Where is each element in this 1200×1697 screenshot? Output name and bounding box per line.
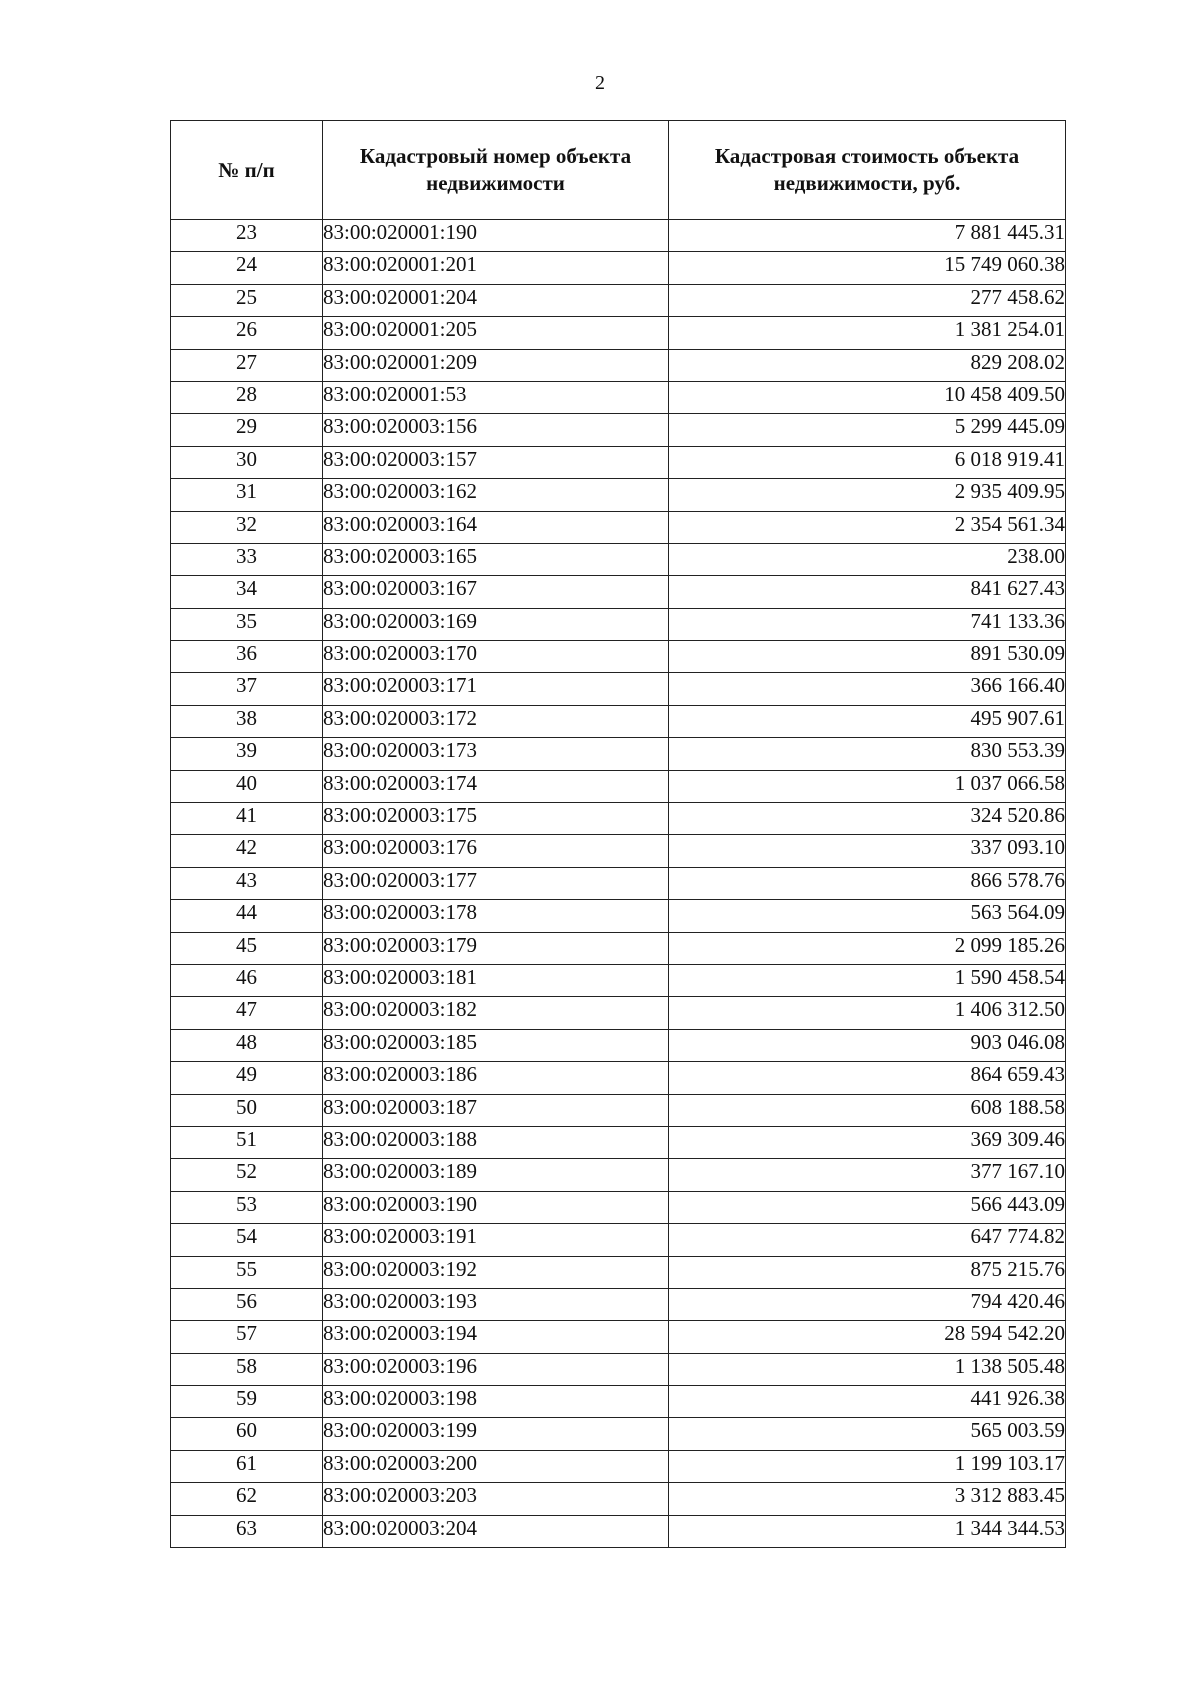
row-number-cell: 54 [171, 1224, 323, 1256]
row-number-cell: 46 [171, 964, 323, 996]
cadastral-number-cell: 83:00:020003:175 [323, 803, 669, 835]
table-row [171, 997, 1066, 1029]
row-number-cell: 62 [171, 1483, 323, 1515]
row-number-cell: 49 [171, 1062, 323, 1094]
cadastral-cost-cell: 337 093.10 [669, 835, 1066, 867]
row-number-cell: 59 [171, 1386, 323, 1418]
cadastral-cost-cell: 7 881 445.31 [669, 220, 1066, 252]
cadastral-cost-cell: 565 003.59 [669, 1418, 1066, 1450]
row-number-cell: 57 [171, 1321, 323, 1353]
table-row [171, 803, 1066, 835]
cadastral-cost-cell: 875 215.76 [669, 1256, 1066, 1288]
cadastral-number-cell: 83:00:020003:199 [323, 1418, 669, 1450]
table-row [171, 932, 1066, 964]
row-number-cell: 23 [171, 220, 323, 252]
cadastral-number-cell: 83:00:020003:203 [323, 1483, 669, 1515]
table-row [171, 867, 1066, 899]
table-row [171, 1386, 1066, 1418]
cadastral-number-cell: 83:00:020003:181 [323, 964, 669, 996]
table-row [171, 220, 1066, 252]
table-header-row [171, 121, 1066, 220]
cadastral-number-cell: 83:00:020001:204 [323, 284, 669, 316]
table-row [171, 1191, 1066, 1223]
cadastral-cost-cell: 647 774.82 [669, 1224, 1066, 1256]
cadastral-number-cell: 83:00:020003:196 [323, 1353, 669, 1385]
row-number-cell: 30 [171, 446, 323, 478]
cadastral-number-cell: 83:00:020003:191 [323, 1224, 669, 1256]
row-number-cell: 32 [171, 511, 323, 543]
cadastral-number-cell: 83:00:020003:192 [323, 1256, 669, 1288]
table-row [171, 1450, 1066, 1482]
cadastral-number-cell: 83:00:020001:209 [323, 349, 669, 381]
table-row [171, 1094, 1066, 1126]
table-row [171, 641, 1066, 673]
table-row [171, 284, 1066, 316]
cadastral-number-cell: 83:00:020003:162 [323, 479, 669, 511]
cadastral-number-cell: 83:00:020003:185 [323, 1029, 669, 1061]
cadastral-cost-cell: 324 520.86 [669, 803, 1066, 835]
cadastral-number-cell: 83:00:020001:190 [323, 220, 669, 252]
header-cadastral-cost: Кадастровая стоимость объекта недвижимости, руб. [669, 121, 1066, 220]
row-number-cell: 38 [171, 705, 323, 737]
table-row [171, 252, 1066, 284]
row-number-cell: 44 [171, 900, 323, 932]
cadastral-number-cell: 83:00:020003:187 [323, 1094, 669, 1126]
table-row [171, 608, 1066, 640]
cadastral-cost-cell: 891 530.09 [669, 641, 1066, 673]
row-number-cell: 60 [171, 1418, 323, 1450]
cadastral-cost-cell: 3 312 883.45 [669, 1483, 1066, 1515]
cadastral-cost-cell: 1 037 066.58 [669, 770, 1066, 802]
table-row [171, 1353, 1066, 1385]
table-row [171, 414, 1066, 446]
cadastral-cost-cell: 829 208.02 [669, 349, 1066, 381]
table-row [171, 964, 1066, 996]
table-row [171, 1483, 1066, 1515]
cadastral-number-cell: 83:00:020003:176 [323, 835, 669, 867]
cadastral-cost-cell: 5 299 445.09 [669, 414, 1066, 446]
table-row [171, 1256, 1066, 1288]
cadastral-number-cell: 83:00:020003:204 [323, 1515, 669, 1547]
cadastral-cost-cell: 238.00 [669, 543, 1066, 575]
row-number-cell: 50 [171, 1094, 323, 1126]
row-number-cell: 51 [171, 1126, 323, 1158]
cadastral-cost-cell: 277 458.62 [669, 284, 1066, 316]
row-number-cell: 55 [171, 1256, 323, 1288]
row-number-cell: 25 [171, 284, 323, 316]
table-row [171, 511, 1066, 543]
cadastral-number-cell: 83:00:020003:186 [323, 1062, 669, 1094]
table-row [171, 900, 1066, 932]
cadastral-number-cell: 83:00:020003:200 [323, 1450, 669, 1482]
row-number-cell: 37 [171, 673, 323, 705]
table-row [171, 1126, 1066, 1158]
cadastral-number-cell: 83:00:020003:179 [323, 932, 669, 964]
table-row [171, 479, 1066, 511]
row-number-cell: 61 [171, 1450, 323, 1482]
row-number-cell: 45 [171, 932, 323, 964]
table-row [171, 576, 1066, 608]
cadastral-cost-cell: 1 406 312.50 [669, 997, 1066, 1029]
cadastral-cost-cell: 830 553.39 [669, 738, 1066, 770]
table-row [171, 317, 1066, 349]
cadastral-value-table [170, 120, 1066, 1548]
cadastral-cost-cell: 366 166.40 [669, 673, 1066, 705]
table-row [171, 349, 1066, 381]
cadastral-number-cell: 83:00:020003:170 [323, 641, 669, 673]
row-number-cell: 27 [171, 349, 323, 381]
row-number-cell: 53 [171, 1191, 323, 1223]
cadastral-number-cell: 83:00:020003:174 [323, 770, 669, 802]
cadastral-number-cell: 83:00:020003:194 [323, 1321, 669, 1353]
cadastral-cost-cell: 1 199 103.17 [669, 1450, 1066, 1482]
row-number-cell: 31 [171, 479, 323, 511]
table-row [171, 738, 1066, 770]
cadastral-number-cell: 83:00:020003:171 [323, 673, 669, 705]
cadastral-number-cell: 83:00:020001:53 [323, 381, 669, 413]
cadastral-number-cell: 83:00:020003:198 [323, 1386, 669, 1418]
cadastral-cost-cell: 377 167.10 [669, 1159, 1066, 1191]
cadastral-number-cell: 83:00:020001:205 [323, 317, 669, 349]
cadastral-number-cell: 83:00:020003:182 [323, 997, 669, 1029]
cadastral-number-cell: 83:00:020003:178 [323, 900, 669, 932]
cadastral-cost-cell: 6 018 919.41 [669, 446, 1066, 478]
cadastral-cost-cell: 608 188.58 [669, 1094, 1066, 1126]
cadastral-cost-cell: 28 594 542.20 [669, 1321, 1066, 1353]
table-row [171, 1159, 1066, 1191]
cadastral-number-cell: 83:00:020003:167 [323, 576, 669, 608]
cadastral-number-cell: 83:00:020003:188 [323, 1126, 669, 1158]
cadastral-cost-cell: 1 590 458.54 [669, 964, 1066, 996]
cadastral-number-cell: 83:00:020003:164 [323, 511, 669, 543]
row-number-cell: 28 [171, 381, 323, 413]
cadastral-cost-cell: 1 138 505.48 [669, 1353, 1066, 1385]
table-row [171, 1062, 1066, 1094]
table-row [171, 446, 1066, 478]
cadastral-number-cell: 83:00:020003:165 [323, 543, 669, 575]
cadastral-cost-cell: 841 627.43 [669, 576, 1066, 608]
table-row [171, 835, 1066, 867]
cadastral-number-cell: 83:00:020003:189 [323, 1159, 669, 1191]
cadastral-number-cell: 83:00:020003:157 [323, 446, 669, 478]
cadastral-cost-cell: 563 564.09 [669, 900, 1066, 932]
cadastral-cost-cell: 741 133.36 [669, 608, 1066, 640]
cadastral-cost-cell: 369 309.46 [669, 1126, 1066, 1158]
table-row [171, 1418, 1066, 1450]
row-number-cell: 58 [171, 1353, 323, 1385]
page-number: 2 [595, 72, 605, 94]
row-number-cell: 52 [171, 1159, 323, 1191]
cadastral-cost-cell: 2 935 409.95 [669, 479, 1066, 511]
row-number-cell: 48 [171, 1029, 323, 1061]
cadastral-number-cell: 83:00:020003:173 [323, 738, 669, 770]
cadastral-number-cell: 83:00:020003:156 [323, 414, 669, 446]
cadastral-cost-cell: 2 354 561.34 [669, 511, 1066, 543]
table-row [171, 381, 1066, 413]
cadastral-cost-cell: 10 458 409.50 [669, 381, 1066, 413]
header-row-number: № п/п [171, 121, 323, 220]
cadastral-cost-cell: 903 046.08 [669, 1029, 1066, 1061]
row-number-cell: 40 [171, 770, 323, 802]
cadastral-cost-cell: 566 443.09 [669, 1191, 1066, 1223]
row-number-cell: 36 [171, 641, 323, 673]
cadastral-number-cell: 83:00:020003:172 [323, 705, 669, 737]
row-number-cell: 26 [171, 317, 323, 349]
cadastral-cost-cell: 866 578.76 [669, 867, 1066, 899]
cadastral-number-cell: 83:00:020001:201 [323, 252, 669, 284]
table-row [171, 770, 1066, 802]
table-row [171, 705, 1066, 737]
cadastral-cost-cell: 15 749 060.38 [669, 252, 1066, 284]
row-number-cell: 29 [171, 414, 323, 446]
cadastral-cost-cell: 441 926.38 [669, 1386, 1066, 1418]
cadastral-cost-cell: 1 381 254.01 [669, 317, 1066, 349]
row-number-cell: 39 [171, 738, 323, 770]
cadastral-number-cell: 83:00:020003:193 [323, 1288, 669, 1320]
row-number-cell: 63 [171, 1515, 323, 1547]
table-row [171, 1029, 1066, 1061]
table-row [171, 1515, 1066, 1547]
row-number-cell: 42 [171, 835, 323, 867]
header-cadastral-number: Кадастровый номер объекта недвижимости [323, 121, 669, 220]
row-number-cell: 47 [171, 997, 323, 1029]
table-row [171, 1321, 1066, 1353]
row-number-cell: 33 [171, 543, 323, 575]
table-row [171, 543, 1066, 575]
cadastral-cost-cell: 495 907.61 [669, 705, 1066, 737]
cadastral-number-cell: 83:00:020003:190 [323, 1191, 669, 1223]
cadastral-cost-cell: 864 659.43 [669, 1062, 1066, 1094]
cadastral-number-cell: 83:00:020003:177 [323, 867, 669, 899]
cadastral-cost-cell: 794 420.46 [669, 1288, 1066, 1320]
row-number-cell: 34 [171, 576, 323, 608]
cadastral-cost-cell: 1 344 344.53 [669, 1515, 1066, 1547]
row-number-cell: 56 [171, 1288, 323, 1320]
cadastral-number-cell: 83:00:020003:169 [323, 608, 669, 640]
table-row [171, 1288, 1066, 1320]
table-row [171, 1224, 1066, 1256]
row-number-cell: 43 [171, 867, 323, 899]
cadastral-cost-cell: 2 099 185.26 [669, 932, 1066, 964]
table-body [171, 220, 1066, 1548]
row-number-cell: 24 [171, 252, 323, 284]
row-number-cell: 35 [171, 608, 323, 640]
row-number-cell: 41 [171, 803, 323, 835]
table-row [171, 673, 1066, 705]
